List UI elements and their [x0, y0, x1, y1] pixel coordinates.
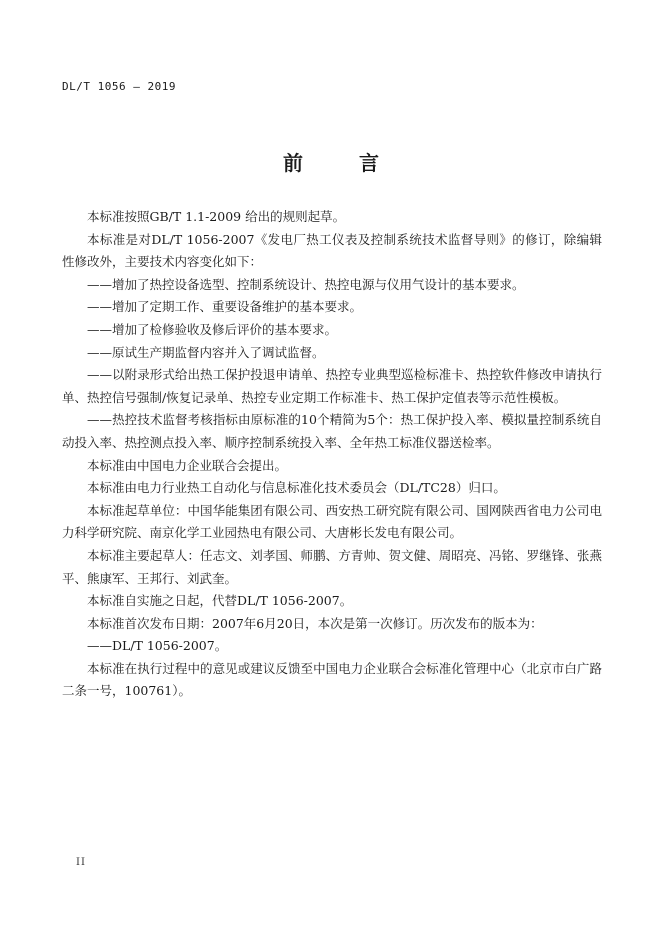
paragraph: 本标准由中国电力企业联合会提出。 — [87, 457, 288, 473]
paragraph: ——DL/T 1056-2007。 — [87, 638, 228, 654]
paragraph: 本标准主要起草人：任志文、刘孝国、师鹏、方青帅、贺文健、周昭亮、冯铭、罗继锋、张燕平、熊康军、王邦行、刘武奎。 — [62, 547, 602, 586]
document-body — [62, 206, 602, 703]
paragraph: 本标准是对DL/T 1056-2007《发电厂热工仪表及控制系统技术监督导则》的修订，除编辑性修改外，主要技术内容变化如下： — [62, 231, 602, 270]
page-title: 前 言 — [283, 151, 397, 175]
paragraph: 本标准在执行过程中的意见或建议反馈至中国电力企业联合会标准化管理中心（北京市白广路二条一号，100761）。 — [62, 660, 602, 699]
paragraph: ——增加了定期工作、重要设备维护的基本要求。 — [87, 299, 363, 315]
paragraph: 本标准起草单位：中国华能集团有限公司、西安热工研究院有限公司、国网陕西省电力公司电力科学研究院、南京化学工业园热电有限公司、大唐彬长发电有限公司。 — [62, 502, 602, 541]
paragraph: ——以附录形式给出热工保护投退申请单、热控专业典型巡检标准卡、热控软件修改申请执行单、热控信号强制/恢复记录单、热控专业定期工作标准卡、热工保护定值表等示范性模板。 — [62, 367, 602, 405]
paragraph: 本标准自实施之日起，代替DL/T 1056-2007。 — [87, 593, 353, 609]
paragraph: 本标准由电力行业热工自动化与信息标准化技术委员会（DL/TC28）归口。 — [87, 480, 506, 496]
paragraph: 本标准首次发布日期：2007年6月20日，本次是第一次修订。历次发布的版本为： — [87, 615, 543, 631]
document-code: DL/T 1056 — 2019 — [62, 80, 176, 93]
paragraph: ——热控技术监督考核指标由原标准的10个精简为5个：热工保护投入率、模拟量控制系统自动投入率、热控测点投入率、顺序控制系统投入率、全年热工标准仪器送检率。 — [62, 412, 602, 450]
paragraph: ——增加了检修验收及修后评价的基本要求。 — [87, 321, 338, 337]
paragraph: 本标准按照GB/T 1.1-2009 给出的规则起草。 — [87, 209, 346, 224]
page-number: II — [76, 857, 86, 868]
paragraph: ——原试生产期监督内容并入了调试监督。 — [87, 344, 325, 360]
paragraph: ——增加了热控设备选型、控制系统设计、热控电源与仪用气设计的基本要求。 — [87, 276, 525, 292]
